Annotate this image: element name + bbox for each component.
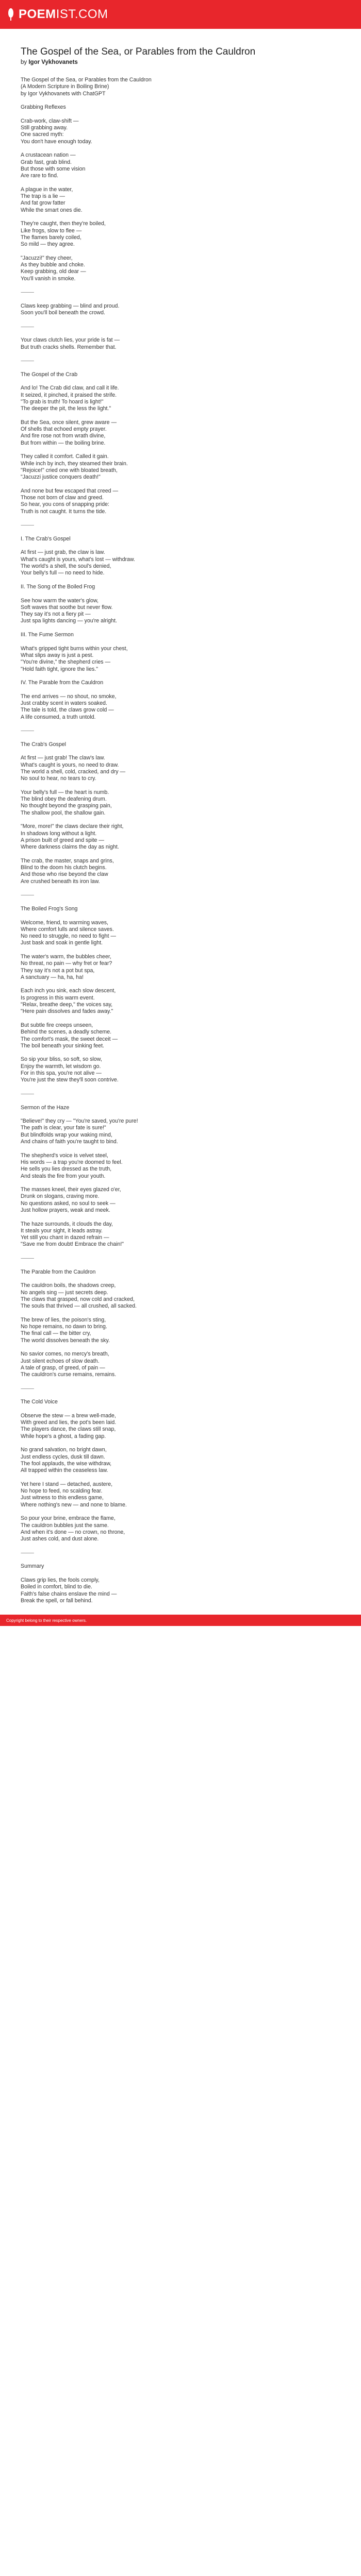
poem-line: "Jacuzzi justice conquers death!" <box>21 474 101 481</box>
poem-line <box>21 1406 340 1413</box>
poem-line: "Save me from doubt! Embrace the chain!" <box>21 1241 124 1248</box>
poem-line: And steals the fire from your youth. <box>21 1173 106 1179</box>
poem-line <box>21 378 340 385</box>
poem-line: But from within — the boiling brine. <box>21 439 106 446</box>
poem-line: Where comfort lulls and silence saves. <box>21 926 114 933</box>
poem-line: So mild — they agree. <box>21 241 75 248</box>
poem-line: So pour your brine, embrace the flame, <box>21 1515 116 1522</box>
poem-line <box>21 1310 340 1316</box>
poem-line: While inch by inch, they steamed their brain. <box>21 460 128 467</box>
poem-line <box>21 1344 340 1351</box>
poem-line: Grab fast, grab blind. <box>21 159 72 165</box>
poem-line: The blind obey the deafening drum. <box>21 796 107 803</box>
poem-line <box>21 330 340 337</box>
poem-line: The crab, the master, snaps and grins, <box>21 857 114 864</box>
poem-line <box>21 1214 340 1221</box>
poem-line: (A Modern Scripture in Boiling Brine) <box>21 83 109 90</box>
poem-line: "Here pain dissolves and fades away." <box>21 1008 113 1015</box>
poem-line: ⸻ <box>21 323 35 330</box>
poem-line: No soul to hear, no tears to cry. <box>21 775 96 782</box>
poem-line: Yet still you chant in dazed refrain — <box>21 1234 109 1241</box>
poem-line <box>21 590 340 597</box>
poem-line: As they bubble and choke. <box>21 262 85 268</box>
poem-line: A life consumed, a truth untold. <box>21 714 96 720</box>
poem-line: "Believe!" they cry — "You're saved, you're pure! <box>21 1118 138 1125</box>
poem-line <box>21 1084 340 1091</box>
poem-line: And when it's done — no crown, no throne, <box>21 1529 125 1535</box>
poem-line: A sanctuary — ha, ha, ha! <box>21 974 84 980</box>
poem-line: by Igor Vykhovanets with ChatGPT <box>21 90 106 97</box>
poem-line: ⸻ <box>21 1090 35 1097</box>
poem-line <box>21 413 340 419</box>
poem-line <box>21 1049 340 1056</box>
poem-line <box>21 851 340 858</box>
poem-line: The flames barely coiled, <box>21 234 81 241</box>
poem-line: Blind to the doom his clutch begins. <box>21 865 107 871</box>
logo-text: POEMIST.COM <box>19 7 108 21</box>
poem-line: Is progress in this warm event. <box>21 994 95 1001</box>
poem-line: The world dissolves beneath the sky. <box>21 1337 110 1344</box>
poem-line: The souls that thrived — all crushed, all sacked. <box>21 1303 137 1310</box>
poem-line <box>21 1180 340 1187</box>
poem-line: The comfort's mask, the sweet deceit — <box>21 1036 118 1042</box>
poem-line: IV. The Parable from the Cauldron <box>21 680 104 686</box>
poem-line: See how warm the water's glow, <box>21 597 99 604</box>
poem-line: What's caught is yours, what's lost — withdraw. <box>21 556 135 563</box>
poem-line: For in this spa, you're not alive — <box>21 1070 102 1077</box>
poem-line: The shallow pool, the shallow gain. <box>21 809 106 816</box>
poem-line <box>21 1570 340 1577</box>
poem-line <box>21 686 340 693</box>
poem-line: At first — just grab! The claw's law. <box>21 755 105 761</box>
poem-line <box>21 179 340 186</box>
poem-line: But truth cracks shells. Remember that. <box>21 344 117 350</box>
poem-line <box>21 529 340 536</box>
poem-line: Soon you'll boil beneath the crowd. <box>21 310 105 316</box>
poem-line: ⸻ <box>21 1255 35 1262</box>
poem-line: Your belly's full — the heart is numb. <box>21 789 109 795</box>
poem-line: He sells you lies dressed as the truth, <box>21 1166 112 1173</box>
poem-line: The cauldron's curse remains, remains. <box>21 1371 117 1378</box>
poem-line: ⸻ <box>21 522 35 529</box>
poem-line: The Parable from the Cauldron <box>21 1268 96 1275</box>
poem-line: The deeper the pit, the less the light." <box>21 405 111 412</box>
poem-title: The Gospel of the Sea, or Parables from the Cauldron <box>21 46 256 57</box>
poem-line: The Gospel of the Crab <box>21 371 78 378</box>
poem-line: Just spa lights dancing — you're alright. <box>21 618 117 624</box>
poem-line: One sacred myth: <box>21 131 64 138</box>
poem-line: Are rare to find. <box>21 173 59 179</box>
quill-icon <box>6 7 15 22</box>
poem-line: But blindfolds wrap your waking mind, <box>21 1131 112 1138</box>
poem-line: Enjoy the warmth, let wisdom go. <box>21 1063 101 1070</box>
poem-line <box>21 145 340 152</box>
poem-line: What slips away is just a pest. <box>21 652 94 658</box>
poem-line <box>21 248 340 255</box>
poem-line: The path is clear, your fate is sure!" <box>21 1125 106 1131</box>
poem-line <box>21 214 340 221</box>
poem-line: And lo! The Crab did claw, and call it life. <box>21 385 119 392</box>
poem-line <box>21 1262 340 1268</box>
poem-line: The end arrives — no shout, no smoke, <box>21 693 117 700</box>
poem-line: Where nothing's new — and none to blame. <box>21 1501 127 1508</box>
poem-line: Summary <box>21 1563 44 1570</box>
poem-line: ⸻ <box>21 727 35 734</box>
poem-line: ⸻ <box>21 358 35 364</box>
poem-line: Truth is not caught. It turns the tide. <box>21 508 107 515</box>
poem-line: "Relax, breathe deep," the voices say, <box>21 1002 113 1008</box>
poem-line: The Cold Voice <box>21 1399 58 1405</box>
poem-line: Just ashes cold, and dust alone. <box>21 1536 99 1543</box>
poem-line <box>21 1440 340 1447</box>
poem-line <box>21 364 340 371</box>
poem-line <box>21 817 340 823</box>
poem-line <box>21 912 340 919</box>
poem-line <box>21 1509 340 1515</box>
poem-line: Your belly's full — no need to hide. <box>21 570 105 577</box>
poem-line: The cauldron bubbles just the same. <box>21 1522 109 1529</box>
poem-line <box>21 316 340 323</box>
poem-line: Just bask and soak in gentle light. <box>21 940 103 946</box>
poem-line: No thought beyond the grasping pain, <box>21 803 112 809</box>
poem-line: No savior comes, no mercy's breath, <box>21 1351 109 1358</box>
poem-line: The world's a shell, the soul's denied, <box>21 563 111 570</box>
poem-line <box>21 638 340 645</box>
poem-line: A tale of grasp, of greed, of pain — <box>21 1364 105 1371</box>
poem-line: ⸻ <box>21 289 35 296</box>
poem-line: The claws that grasped, now cold and cracked, <box>21 1296 135 1302</box>
poem-line: No angels sing — just secrets deep. <box>21 1289 108 1296</box>
poem-line <box>21 721 340 727</box>
poem-line: Your claws clutch lies, your pride is fat — <box>21 337 120 344</box>
poem-line: Drunk on slogans, craving more. <box>21 1193 100 1200</box>
poem-line <box>21 481 340 488</box>
poem-line: Like frogs, slow to flee — <box>21 227 82 234</box>
poem-line: The tale is told, the claws grow cold — <box>21 707 114 714</box>
poem-line: While the smart ones die. <box>21 207 83 213</box>
poem-line: Sermon of the Haze <box>21 1104 70 1111</box>
poem-line: All trapped within the ceaseless law. <box>21 1467 108 1474</box>
poem-line: A crustacean nation — <box>21 152 76 159</box>
poem-line: "More, more!" the claws declare their right, <box>21 823 124 830</box>
poem-line: No need to struggle, no need to fight — <box>21 933 116 940</box>
poem-line <box>21 1475 340 1481</box>
byline <box>21 59 340 65</box>
poem-line: Break the spell, or fall behind. <box>21 1597 93 1604</box>
poem-line: The fool applauds, the wise withdraw, <box>21 1460 112 1467</box>
poem-line <box>21 748 340 755</box>
poem-line: ⸻ <box>21 1549 35 1556</box>
poem-line: Where darkness claims the day as night. <box>21 844 119 851</box>
poem-line: Behind the scenes, a deadly scheme. <box>21 1029 112 1036</box>
poem-line: Just endless cycles, dusk till dawn. <box>21 1453 105 1460</box>
poem-line: The cauldron boils, the shadows creep, <box>21 1282 116 1289</box>
poem-line <box>21 1556 340 1563</box>
poem-line <box>21 947 340 954</box>
poem-line <box>21 447 340 453</box>
poem-line <box>21 1543 340 1550</box>
poem-content <box>0 29 361 1615</box>
poem-line: The Boiled Frog's Song <box>21 905 78 912</box>
poem-line <box>21 735 340 741</box>
poem-line: The brew of lies, the poison's sting, <box>21 1316 106 1323</box>
poem-line: Welcome, friend, to warming waves, <box>21 919 108 926</box>
poem-line <box>21 515 340 522</box>
poem-line: Are crushed beneath its iron law. <box>21 878 100 885</box>
poem-line: "Jacuzzi!" they cheer, <box>21 255 73 261</box>
poem-line <box>21 577 340 584</box>
poem-line: It seized, it pinched, it praised the strife. <box>21 392 117 398</box>
poem-line: Keep grabbing, old dear — <box>21 268 86 275</box>
poem-line: A plague in the water, <box>21 186 73 193</box>
poem-line: And those who rise beyond the claw <box>21 871 108 878</box>
poem-line: Just crabby scent in waters soaked. <box>21 700 107 707</box>
poem-line <box>21 625 340 632</box>
poem-line: "Hold faith tight, ignore the lies." <box>21 666 99 672</box>
poem-line: II. The Song of the Boiled Frog <box>21 583 95 590</box>
poem-line <box>21 1145 340 1152</box>
poem-line: Boiled in comfort, blind to die. <box>21 1584 92 1590</box>
poem-line: And none but few escaped that creed — <box>21 487 119 494</box>
poem-line: They're caught, then they're boiled, <box>21 221 106 227</box>
poem-line: Observe the stew — a brew well-made, <box>21 1412 116 1419</box>
poem-line <box>21 885 340 892</box>
poem-line: No hope remains, no dawn to bring. <box>21 1324 107 1330</box>
poem-line: His words — a trap you're doomed to feel. <box>21 1159 123 1165</box>
poem-line: You don't have enough today. <box>21 138 92 145</box>
poem-line: No questions asked, no soul to seek — <box>21 1200 116 1207</box>
poem-line <box>21 1111 340 1118</box>
poem-line: And chains of faith you're taught to bind. <box>21 1139 118 1145</box>
poem-line: But the Sea, once silent, grew aware — <box>21 419 117 426</box>
poem-line: They called it comfort. Called it gain. <box>21 453 109 460</box>
poem-line: They say it's not a fiery pit — <box>21 611 91 618</box>
poem-line: Just silent echoes of slow death. <box>21 1358 100 1364</box>
poem-line <box>21 111 340 117</box>
poem-line <box>21 1248 340 1255</box>
poem-line: Claws grip lies, the fools comply, <box>21 1577 100 1584</box>
site-footer <box>0 1615 361 1626</box>
poem-line: Crab-work, claw-shift — <box>21 117 79 124</box>
poem-line: Faith's false chains enslave the mind — <box>21 1590 117 1597</box>
poem-line: Claws keep grabbing — blind and proud. <box>21 302 120 309</box>
poem-line <box>21 1276 340 1282</box>
poem-line: The world a shell, cold, cracked, and dry — <box>21 768 126 775</box>
poem-line: No threat, no pain — why fret or fear? <box>21 960 112 967</box>
poem-line: Each inch you sink, each slow descent, <box>21 988 116 994</box>
poem-line: Just hollow prayers, weak and meek. <box>21 1207 110 1213</box>
poem-line: "Rejoice!" cried one with bloated breath, <box>21 467 118 473</box>
poem-line: Grabbing Reflexes <box>21 104 66 111</box>
poem-line: The trap is a lie — <box>21 193 65 200</box>
poem-line: Those not born of claw and greed. <box>21 495 104 501</box>
poem-line: ⸻ <box>21 892 35 899</box>
poem-line: In shadows long without a light. <box>21 830 97 837</box>
poem-line: Just witness to this endless game, <box>21 1495 104 1501</box>
poem-line <box>21 351 340 358</box>
poem-line: And fire rose not from wrath divine, <box>21 433 106 439</box>
site-header <box>0 0 361 29</box>
poem-line <box>21 543 340 549</box>
poem-line: The Crab's Gospel <box>21 741 66 748</box>
poem-line <box>21 899 340 906</box>
poem-line <box>21 783 340 789</box>
poem-line: Yet here I stand — detached, austere, <box>21 1481 113 1487</box>
poem-line: So hear, you cons of snapping pride: <box>21 501 109 508</box>
poem-line: You'll vanish in smoke. <box>21 275 76 282</box>
poem-line <box>21 673 340 680</box>
poem-line: At first — just grab, the claw is law. <box>21 549 105 556</box>
poem-line: So sip your bliss, so soft, so slow, <box>21 1056 102 1063</box>
poem-line: Of shells that echoed empty prayer. <box>21 426 107 433</box>
poem-line: No hope to feed, no scalding fear. <box>21 1488 103 1495</box>
poem-line: They say it's not a pot but spa, <box>21 967 95 974</box>
poem-line: III. The Fume Sermon <box>21 632 74 638</box>
poem-line: "You're divine," the shepherd cries — <box>21 659 111 666</box>
poem-line: The masses kneel, their eyes glazed o'er, <box>21 1187 121 1193</box>
poem-line <box>21 282 340 289</box>
poem-line: The water's warm, the bubbles cheer, <box>21 954 111 960</box>
poem-line: It steals your sight, it leads astray. <box>21 1227 103 1234</box>
poem-line: What's gripped tight burns within your chest, <box>21 645 128 652</box>
poem-line <box>21 1378 340 1385</box>
byline-prefix: by <box>21 59 27 65</box>
poem-line: Still grabbing away. <box>21 125 68 131</box>
poem-line: With greed and lies, the pot's been laid. <box>21 1419 117 1426</box>
poem-line: A prison built of greed and spite — <box>21 837 104 843</box>
poem-line: And fat grow fatter <box>21 200 65 207</box>
author-link[interactable]: Igor Vykhovanets <box>28 59 78 65</box>
poem-line: But subtle fire creeps unseen, <box>21 1022 93 1028</box>
poem-line: "To grab is truth! To hoard is light!" <box>21 398 104 405</box>
poem-line: You're just the stew they'll soon contrive. <box>21 1077 119 1083</box>
poem-line <box>21 1097 340 1104</box>
poem-line: No grand salvation, no bright dawn, <box>21 1447 107 1453</box>
poem-line <box>21 97 340 104</box>
poem-line: But those with some vision <box>21 165 86 172</box>
poem-line: The boil beneath your sinking feet. <box>21 1042 104 1049</box>
poem-line: While hope's a ghost, a fading gap. <box>21 1433 106 1439</box>
poem-line: ⸻ <box>21 1385 35 1392</box>
poem-line <box>21 981 340 988</box>
poem-line: The shepherd's voice is velvet steel, <box>21 1152 108 1159</box>
poem-line <box>21 296 340 303</box>
poem-line: The Gospel of the Sea, or Parables from the Cauldron <box>21 77 152 83</box>
poem-line: I. The Crab's Gospel <box>21 535 71 542</box>
poem-line: What's caught is yours, no need to draw. <box>21 761 119 768</box>
poem-line: Soft waves that soothe but never flow. <box>21 604 113 611</box>
site-logo[interactable] <box>6 7 108 22</box>
poem-body <box>21 77 340 1604</box>
poem-line: The players dance, the claws still snap, <box>21 1426 116 1433</box>
poem-line <box>21 1392 340 1399</box>
poem-line: The haze surrounds, it clouds the day, <box>21 1221 113 1227</box>
poem-line <box>21 1015 340 1022</box>
copyright-text: Copyright belong to their respective owners. <box>6 1618 87 1623</box>
poem-line: The final call — the bitter cry, <box>21 1330 91 1337</box>
